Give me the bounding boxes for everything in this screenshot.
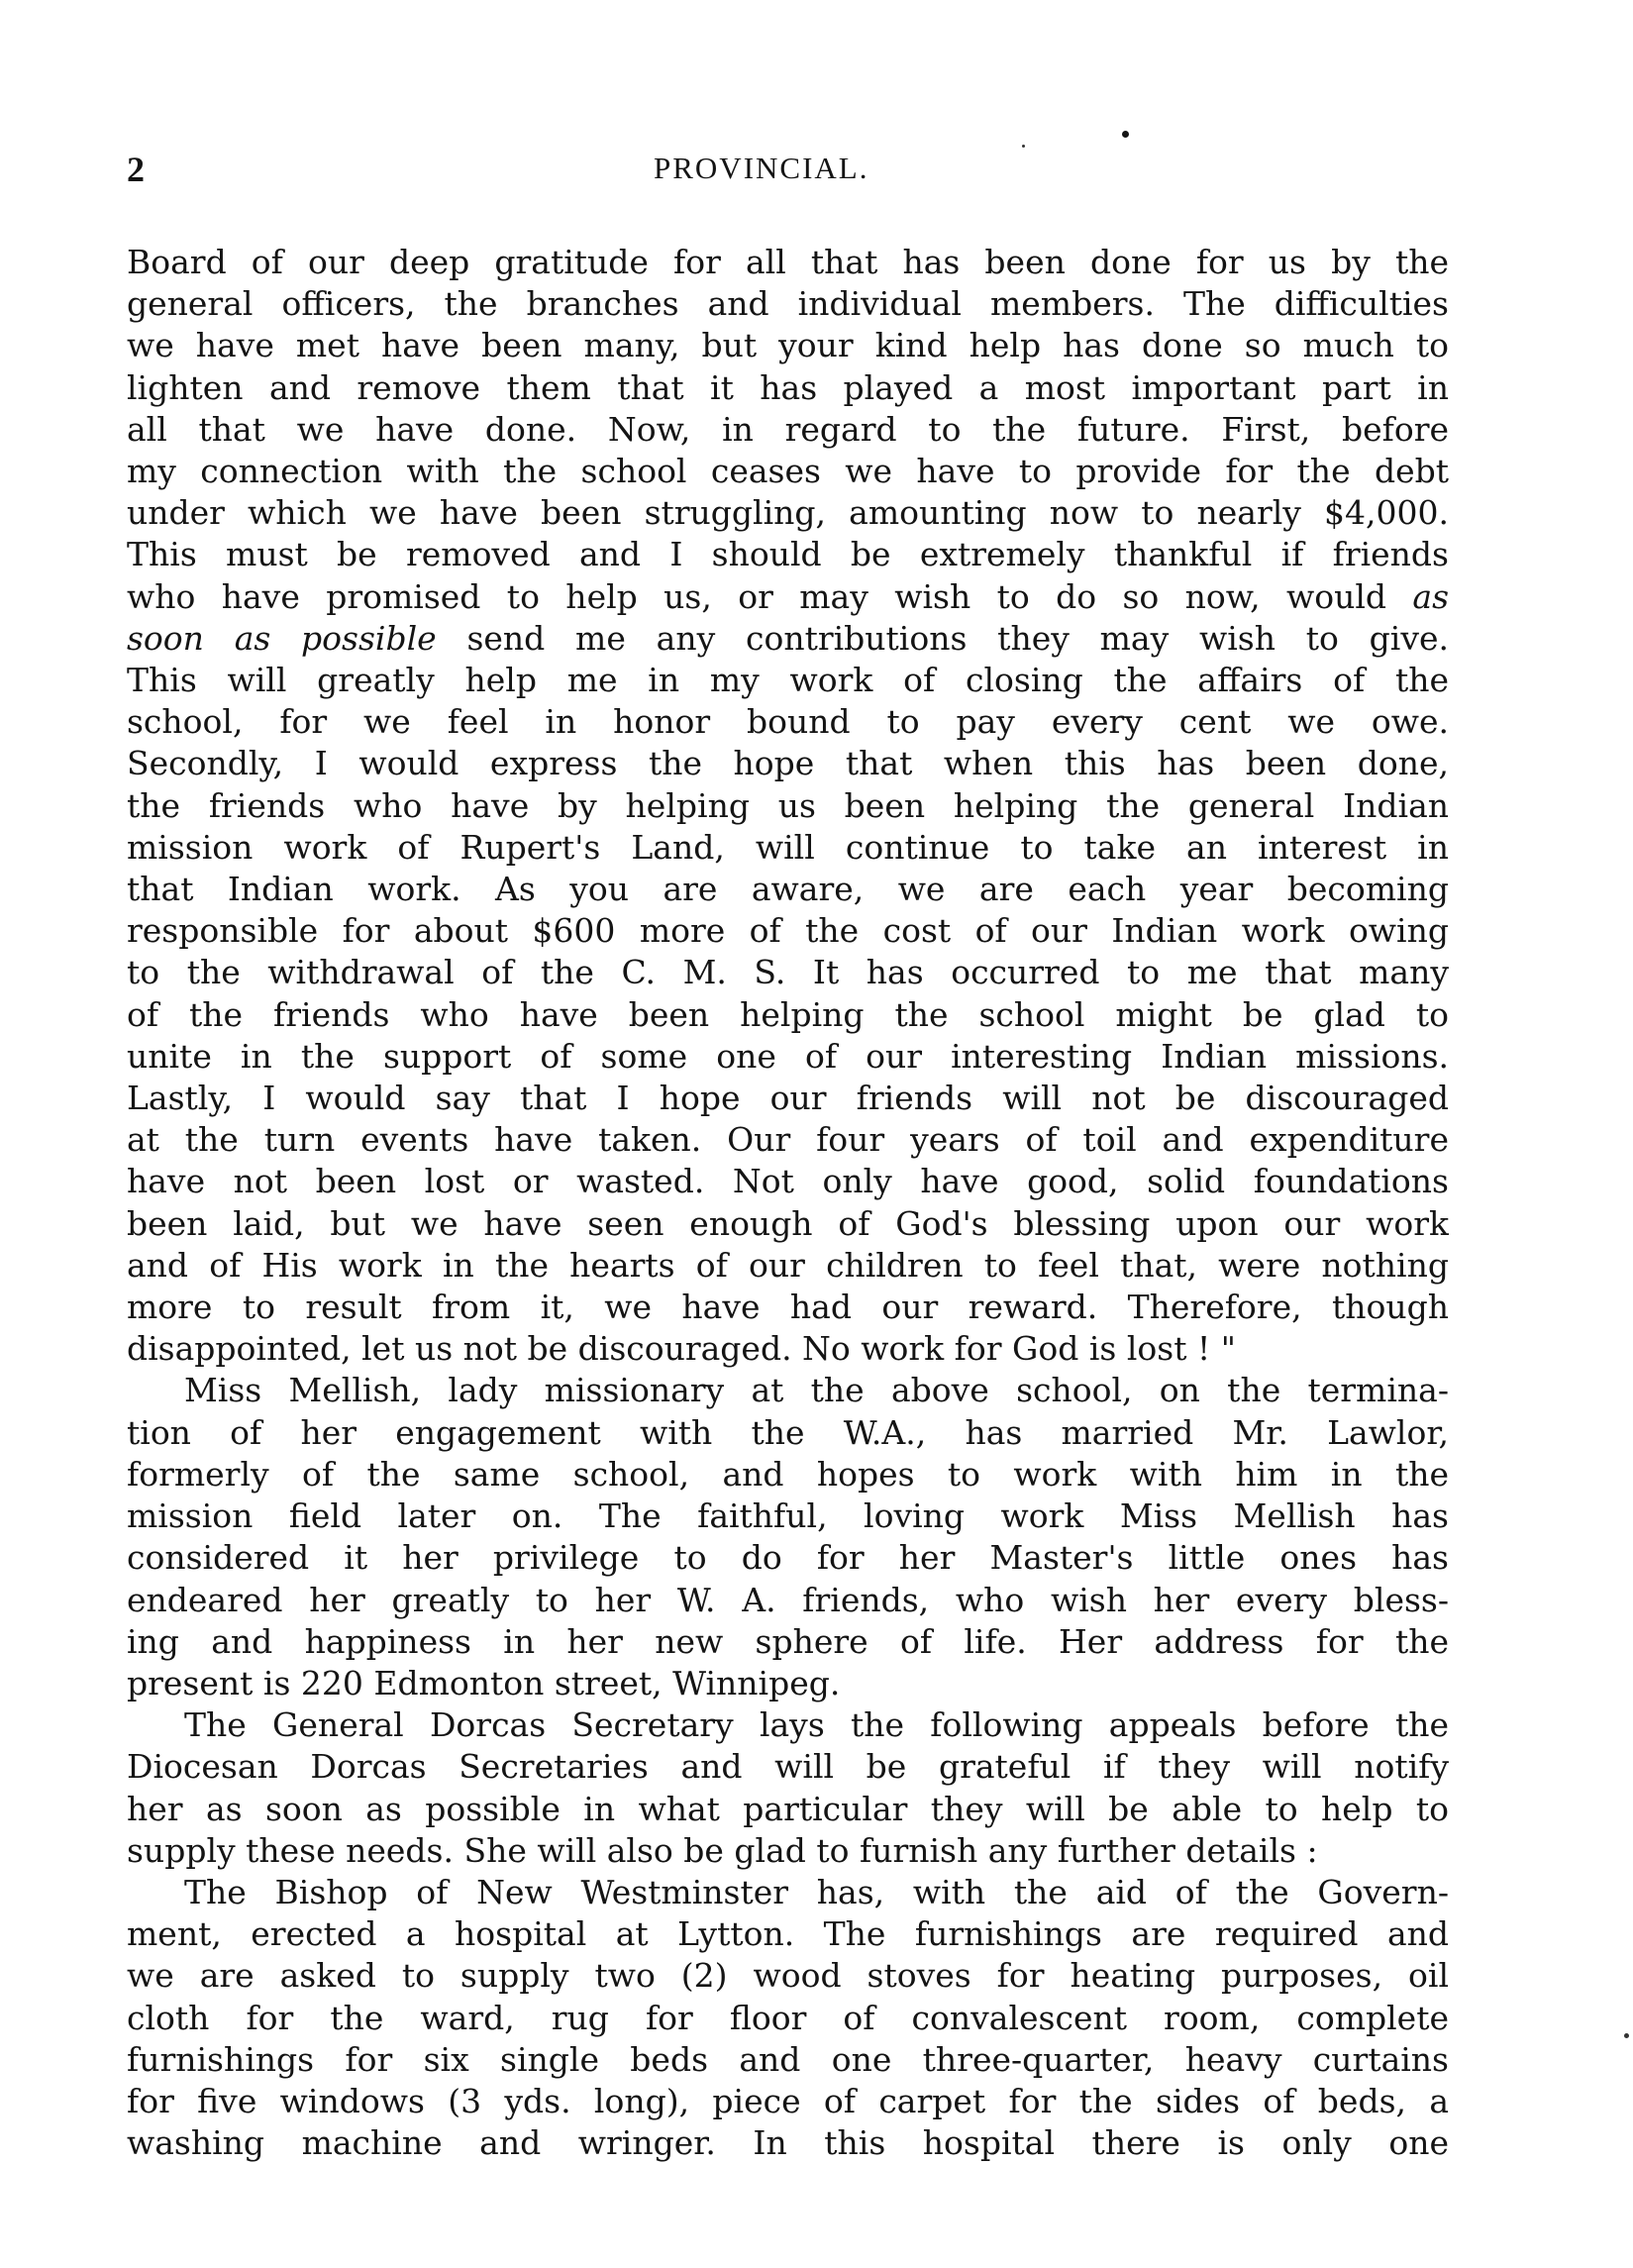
text-line: been laid, but we have seen enough of God's blessing upon our work <box>127 1203 1449 1243</box>
text-line: we have met have been many, but your kind help has done so much to <box>127 326 1449 365</box>
text-line: the friends who have by helping us been helping the general Indian <box>127 785 1449 825</box>
text-line: her as soon as possible in what particular they will be able to help to <box>127 1789 1449 1828</box>
text-line: This must be removed and I should be extremely thankful if friends <box>127 535 1449 574</box>
text-line: we are asked to supply two (2) wood stoves for heating purposes, oil <box>127 1956 1449 1996</box>
text-line: that Indian work. As you are aware, we are each year becoming <box>127 870 1449 909</box>
text-line: Diocesan Dorcas Secretaries and will be grateful if they will notify <box>127 1747 1449 1787</box>
text-line: cloth for the ward, rug for floor of convalescent room, complete <box>127 1998 1449 2037</box>
text-line: lighten and remove them that it has played a most important part in <box>127 367 1449 407</box>
text-line: furnishings for six single beds and one three-quarter, heavy curtains <box>127 2039 1449 2079</box>
text-line: under which we have been struggling, amounting now to nearly $4,000. <box>127 493 1449 533</box>
emphasis: soon as possible <box>127 618 437 658</box>
paragraph <box>127 242 1449 1370</box>
text-line: to the withdrawal of the C. M. S. It has occurred to me that many <box>127 953 1449 992</box>
text-line: This will greatly help me in my work of closing the affairs of the <box>127 661 1449 700</box>
text-line: Lastly, I would say that I hope our friends will not be discouraged <box>127 1079 1449 1118</box>
ink-speck <box>1022 145 1025 148</box>
text-line: at the turn events have taken. Our four years of toil and expenditure <box>127 1120 1449 1160</box>
text-line: tion of her engagement with the W.A., has married Mr. Lawlor, <box>127 1412 1449 1452</box>
text-line: mission work of Rupert's Land, will continue to take an interest in <box>127 827 1449 867</box>
text-line: The Bishop of New Westminster has, with the aid of the Govern- <box>184 1872 1449 1911</box>
text-line: considered it her privilege to do for her Master's little ones has <box>127 1538 1449 1578</box>
page-header <box>127 149 1449 198</box>
text-line: for five windows (3 yds. long), piece of carpet for the sides of beds, a <box>127 2081 1449 2120</box>
text-line: soon as possible send me any contributions they may wish to give. <box>127 618 1449 658</box>
text-line: school, for we feel in honor bound to pay every cent we owe. <box>127 702 1449 742</box>
text-line: formerly of the same school, and hopes to work with him in the <box>127 1454 1449 1494</box>
text-line: washing machine and wringer. In this hospital there is only one <box>127 2123 1449 2163</box>
running-head: PROVINCIAL. <box>654 151 869 185</box>
text-line: have not been lost or wasted. Not only have good, solid foundations <box>127 1162 1449 1201</box>
text-line: and of His work in the hearts of our children to feel that, were nothing <box>127 1245 1449 1285</box>
paragraph <box>127 1704 1449 1872</box>
ink-speck <box>1122 131 1129 138</box>
margin-speck <box>1624 2033 1629 2038</box>
text-line: general officers, the branches and individual members. The difficulties <box>127 284 1449 324</box>
text-line: who have promised to help us, or may wish to do so now, would as <box>127 576 1449 616</box>
text-line: more to result from it, we have had our reward. Therefore, though <box>127 1288 1449 1327</box>
text-line: Secondly, I would express the hope that when this has been done, <box>127 744 1449 783</box>
text-line: The General Dorcas Secretary lays the following appeals before the <box>184 1705 1449 1745</box>
text-line: unite in the support of some one of our interesting Indian missions. <box>127 1036 1449 1076</box>
paragraph <box>127 1370 1449 1704</box>
text-line: Miss Mellish, lady missionary at the above school, on the termina- <box>184 1371 1449 1410</box>
page-number: 2 <box>127 150 145 189</box>
text-line: responsible for about $600 more of the cost of our Indian work owing <box>127 911 1449 951</box>
text-line: all that we have done. Now, in regard to the future. First, before <box>127 409 1449 449</box>
paragraph <box>127 1872 1449 2164</box>
text-line: my connection with the school ceases we have to provide for the debt <box>127 452 1449 491</box>
text-line: of the friends who have been helping the school might be glad to <box>127 994 1449 1034</box>
body-text <box>127 242 1449 2164</box>
text-line: supply these needs. She will also be glad to furnish any further details : <box>127 1830 1318 1870</box>
text-line: ment, erected a hospital at Lytton. The furnishings are required and <box>127 1914 1449 1954</box>
text-line: mission field later on. The faithful, loving work Miss Mellish has <box>127 1496 1449 1536</box>
text-line: present is 220 Edmonton street, Winnipeg. <box>127 1663 841 1702</box>
text-line: disappointed, let us not be discouraged. No work for God is lost ! " <box>127 1329 1236 1369</box>
text-line: Board of our deep gratitude for all that has been done for us by the <box>127 243 1449 281</box>
text-line: ing and happiness in her new sphere of life. Her address for the <box>127 1621 1449 1661</box>
emphasis: as <box>1412 576 1449 616</box>
text-line: endeared her greatly to her W. A. friends, who wish her every bless- <box>127 1580 1449 1619</box>
